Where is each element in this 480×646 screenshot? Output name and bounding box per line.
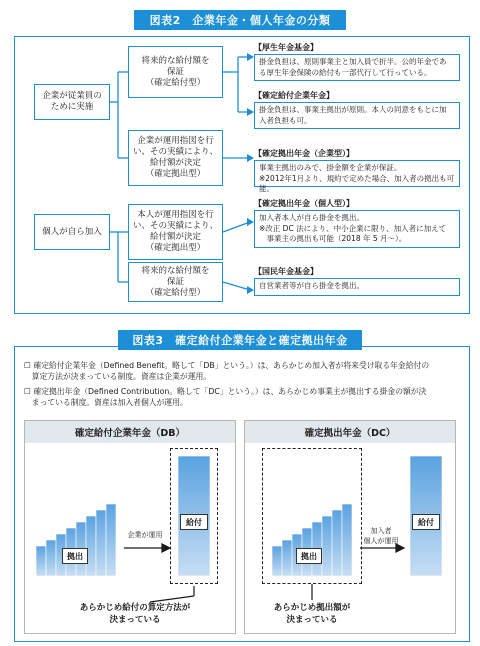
db-contrib-bar <box>106 504 116 576</box>
mid-node-db-individual: 将来的な給付額を 保証 （確定給付型） <box>128 262 223 302</box>
db-caption: あらかじめ給付の算定方法が 決まっている <box>79 603 191 625</box>
mid-node-dc-individual: 本人が運用指図を行 い、その実績により、 給付額が決定 （確定拠出型） <box>128 204 223 260</box>
desc-head: 【国民年金基金】 <box>254 267 318 276</box>
fig3-note-dc: ☐ 確定拠出年金（Defined Contribution。略して「DC」という。）は、あらかじめ事業主が拠出する掛金の額が決 まっている制度。資産は加入者個人が運用。 <box>24 387 427 407</box>
db-panel-title: 確定給付企業年金（DB） <box>25 421 235 443</box>
desc-body: 自営業者等が自ら掛金を拠出。 <box>254 278 460 296</box>
mid-node-db-company: 将来的な給付額を 保証 （確定給付型） <box>128 46 223 98</box>
desc-head: 【確定拠出年金（企業型）】 <box>254 149 354 158</box>
dc-panel-title: 確定拠出年金（DC） <box>245 421 455 443</box>
desc-body: 事業主拠出のみで、掛金額を企業が保証。 ※2012年1月より、規約で定めた場合、加入者の拠出も可能。 <box>254 160 460 187</box>
db-arrow-label: 企業が運用 <box>127 531 163 539</box>
dc-contrib-label: 拠出 <box>296 548 322 564</box>
desc-head: 【厚生年金基金】 <box>254 43 318 52</box>
desc-body: 掛金負担は、事業主拠出が原則。本人の同意をもとに加 入者負担も可。 <box>254 102 460 129</box>
db-benefit-label: 給付 <box>180 514 208 530</box>
fig3-note-db: ☐ 確定給付企業年金（Defined Benefit。略して「DB」という。）は、あらかじめ加入者が将来受け取る年金給付の 算定方法が決まっている制度。資産は企業が運用。 <box>24 361 430 381</box>
fig2-title: 図表2 企業年金・個人年金の分類 <box>134 10 346 30</box>
left-node-company: 企業が従業員の ために実施 <box>34 84 110 120</box>
db-contrib-label: 拠出 <box>62 548 88 564</box>
db-contrib-bar <box>36 546 46 576</box>
fig3-title: 図表3 確定給付企業年金と確定拠出年金 <box>118 330 362 350</box>
db-contrib-bar <box>86 516 96 576</box>
db-contrib-bar <box>46 540 56 576</box>
desc-head: 【確定給付企業年金】 <box>254 91 334 100</box>
dc-benefit-label: 給付 <box>412 514 440 530</box>
desc-head: 【確定拠出年金（個人型）】 <box>254 199 354 208</box>
db-contrib-bar <box>96 510 106 576</box>
desc-body: 加入者本人が自ら掛金を拠出。 ※改正 DC 法により、中小企業に限り、加入者に加えて 事業主の拠出も可能（2018 年 5 月〜）。 <box>254 210 460 248</box>
desc-body: 掛金負担は、原則事業主と加入員で折半。公的年金であ る厚生年金保険の給付も一部代行して行っている。 <box>254 54 460 81</box>
dc-caption: あらかじめ拠出額が 決まっている <box>273 603 351 625</box>
left-node-individual: 個人が自ら加入 <box>34 214 110 250</box>
mid-node-dc-company: 企業が運用指図を行 い、その実績により、 給付額が決定 （確定拠出型） <box>128 130 223 186</box>
dc-arrow-label: 加入者 個人が運用 <box>363 527 399 545</box>
